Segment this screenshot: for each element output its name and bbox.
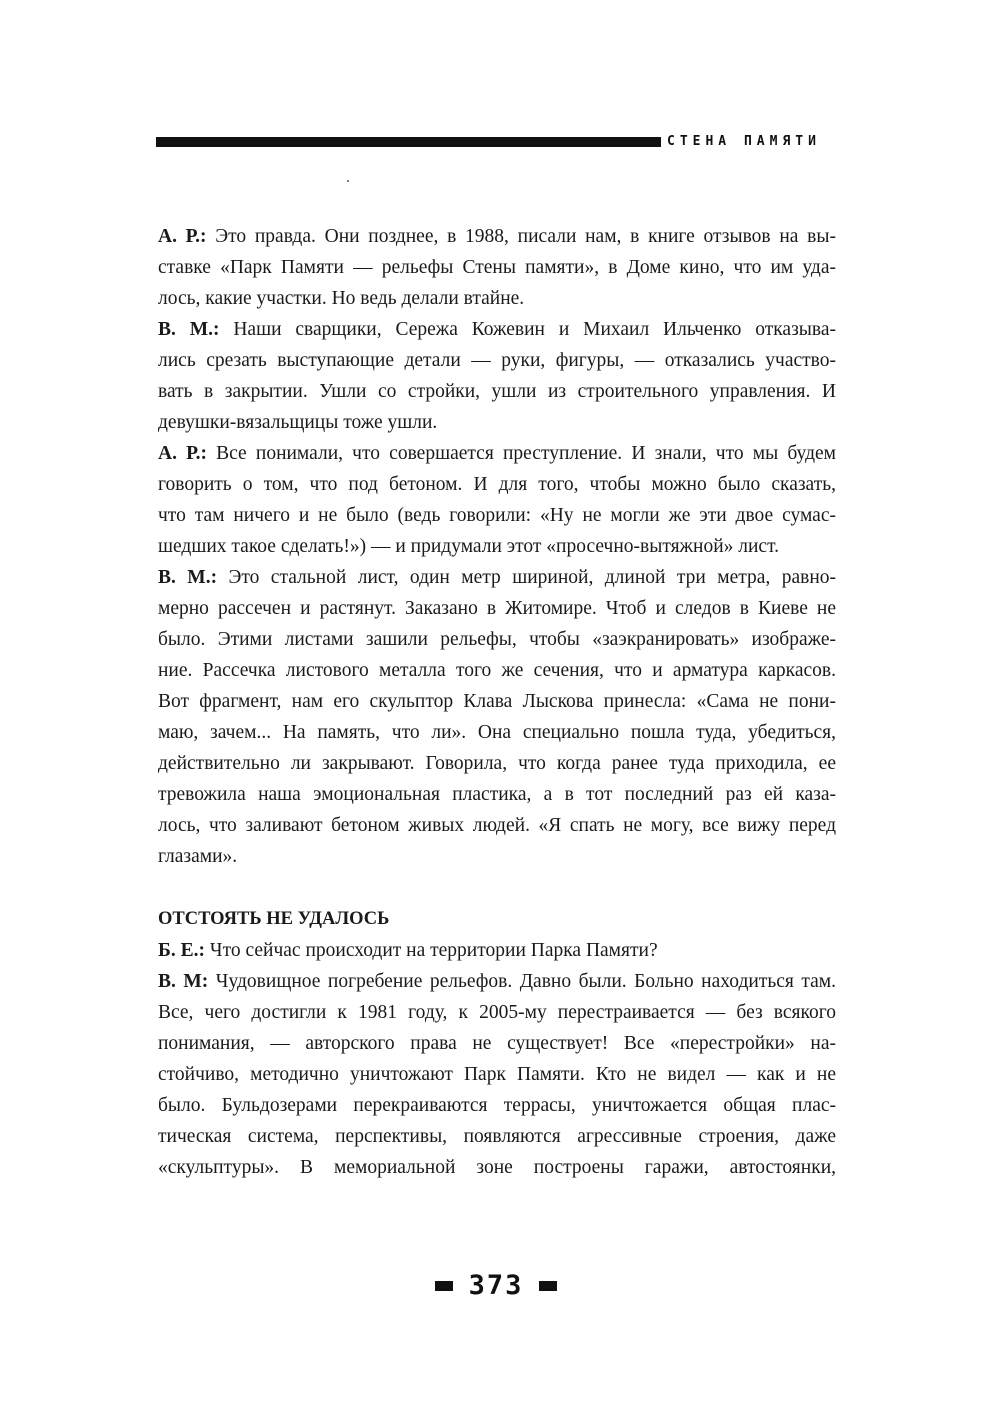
text-line: тическая система, перспективы, появляются агрессивные строения, даже	[158, 1126, 836, 1147]
text-line: Все, чего достигли к 1981 году, к 2005-му перестраивается — без всякого	[158, 1002, 836, 1023]
text-line: что там ничего и не было (ведь говорили: «Ну не могли же эти двое сумас-	[158, 505, 836, 526]
text-line: А. Р.: Это правда. Они позднее, в 1988, писали нам, в книге отзывов на вы-	[158, 226, 836, 247]
text-line: ставке «Парк Памяти — рельефы Стены памяти», в Доме кино, что им уда-	[158, 257, 836, 278]
section-heading: ОТСТОЯТЬ НЕ УДАЛОСЬ	[158, 909, 390, 929]
text-line: «скульптуры». В мемориальной зоне построены гаражи, автостоянки,	[158, 1157, 836, 1178]
text-line: лось, что заливают бетоном живых людей. «Я спать не могу, все вижу перед	[158, 815, 836, 836]
text-line: В. М.: Это стальной лист, один метр шириной, длиной три метра, равно-	[158, 567, 836, 588]
text-line: тревожила наша эмоциональная пластика, а в тот последний раз ей каза-	[158, 784, 836, 805]
speaker-label: В. М.:	[158, 567, 218, 588]
section-gap	[158, 872, 836, 904]
page-footer	[0, 1270, 992, 1301]
footer-left-block	[435, 1281, 453, 1291]
text-line: было. Этими листами зашили рельефы, чтобы «заэкранировать» изображе-	[158, 629, 836, 650]
text-line: В. М: Чудовищное погребение рельефов. Давно были. Больно находиться там.	[158, 971, 837, 992]
text-line: глазами».	[158, 846, 238, 867]
footer-right-block	[539, 1281, 557, 1291]
text-line: лись срезать выступающие детали — руки, фигуры, — отказались участво-	[158, 350, 836, 371]
text-line: говорить о том, что под бетоном. И для того, чтобы можно было сказать,	[158, 474, 836, 495]
print-speck	[347, 180, 349, 182]
running-title: СТЕНА ПАМЯТИ	[667, 134, 821, 149]
text-line: А. Р.: Все понимали, что совершается преступление. И знали, что мы будем	[158, 443, 836, 464]
header-rule	[156, 137, 661, 147]
text-line: В. М.: Наши сварщики, Сережа Кожевин и Михаил Ильченко отказыва-	[158, 319, 836, 340]
page-number: 373	[468, 1270, 524, 1301]
speaker-label: В. М:	[158, 971, 209, 992]
text-line: действительно ли закрывают. Говорила, что когда ранее туда приходила, ее	[158, 753, 836, 774]
text-line: маю, зачем... На память, что ли». Она специально пошла туда, убедиться,	[158, 722, 836, 743]
text-line: мерно рассечен и растянут. Заказано в Житомире. Чтоб и следов в Киеве не	[158, 598, 836, 619]
text-line: стойчиво, методично уничтожают Парк Памяти. Кто не видел — как и не	[158, 1064, 836, 1085]
text-line: девушки-вязальщицы тоже ушли.	[158, 412, 438, 433]
speaker-label: Б. Е.:	[158, 940, 206, 961]
text-line: вать в закрытии. Ушли со стройки, ушли из строительного управления. И	[158, 381, 836, 402]
speaker-label: А. Р.:	[158, 443, 207, 464]
text-line: было. Бульдозерами перекраиваются террасы, уничтожается общая плас-	[158, 1095, 836, 1116]
text-line: ние. Рассечка листового металла того же сечения, что и арматура каркасов.	[158, 660, 836, 681]
text-line: шедших такое сделать!») — и придумали этот «просечно-вытяжной» лист.	[158, 536, 780, 557]
text-line: Б. Е.: Что сейчас происходит на территории Парка Памяти?	[158, 940, 658, 961]
text-line: Вот фрагмент, нам его скульптор Клава Лыскова принесла: «Сама не пони-	[158, 691, 836, 712]
text-line: лось, какие участки. Но ведь делали втайне.	[158, 288, 525, 309]
text-line: понимания, — авторского права не существует! Все «перестройки» на-	[158, 1033, 836, 1054]
body-text	[158, 221, 836, 1183]
speaker-label: А. Р.:	[158, 226, 207, 247]
speaker-label: В. М.:	[158, 319, 220, 340]
